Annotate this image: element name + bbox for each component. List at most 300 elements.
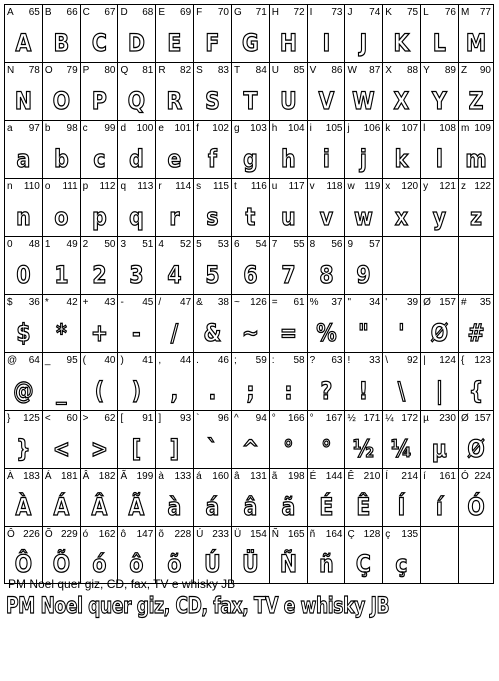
glyph-sample: Õ [52,550,70,578]
glyph-label [272,65,305,76]
glyph-sample: / [171,318,179,347]
glyph-label [158,355,191,366]
glyph-cell [307,352,345,410]
glyph-cell [344,178,382,236]
glyph-character: G [233,7,242,18]
glyph-character: M [460,7,470,18]
glyph-label [385,355,418,366]
glyph-label [310,355,343,366]
glyph-label [120,239,153,250]
glyph-label [347,123,380,134]
glyph-character: 4 [158,239,164,250]
glyph-character: Ø [423,297,431,308]
glyph-cell [80,410,118,468]
glyph-cell [307,526,345,584]
glyph-label [45,123,78,134]
glyph-label [347,239,380,250]
glyph-code: 49 [66,239,78,250]
glyph-code: 71 [255,7,267,18]
glyph-label [120,529,153,540]
glyph-cell [231,236,269,294]
glyph-sample: ó [92,550,107,578]
glyph-label [196,239,229,250]
glyph-label [310,529,343,540]
glyph-code: 63 [331,355,343,366]
glyph-label [7,413,40,424]
glyph-cell [193,410,231,468]
glyph-label [461,181,491,192]
glyph-cell [420,120,458,178]
glyph-sample: U [279,86,297,115]
glyph-character: ' [385,297,388,308]
glyph-code: 45 [142,297,154,308]
glyph-label [7,297,40,308]
glyph-code: 86 [331,65,343,76]
glyph-cell [193,120,231,178]
glyph-cell [4,4,42,62]
glyph-code: 90 [479,65,491,76]
glyph-cell [231,294,269,352]
glyph-code: 58 [293,355,305,366]
glyph-character: Â [82,471,90,482]
glyph-code: 135 [401,529,419,540]
glyph-sample: ¼ [391,434,413,463]
glyph-cell [80,178,118,236]
glyph-code: 224 [474,471,491,482]
glyph-sample: Í [397,492,406,521]
glyph-code: 53 [217,239,229,250]
glyph-code: 35 [479,297,491,308]
glyph-character: K [385,7,392,18]
glyph-code: 102 [212,123,229,134]
glyph-label [423,123,456,134]
glyph-sample: ( [94,376,104,405]
glyph-code: 113 [137,181,154,192]
glyph-code: 110 [23,181,40,192]
glyph-label [347,413,380,424]
glyph-code: 154 [250,529,267,540]
glyph-code: 95 [66,355,78,366]
glyph-sample: B [53,28,70,57]
glyph-sample: | [435,376,444,405]
glyph-character: Ç [347,529,355,540]
glyph-sample: > [90,434,108,463]
glyph-cell [420,62,458,120]
glyph-sample: ç [395,550,408,578]
glyph-sample: , [170,376,179,405]
glyph-label [7,123,40,134]
glyph-cell [42,62,80,120]
glyph-label [461,297,491,308]
glyph-cell [193,468,231,526]
glyph-cell [269,62,307,120]
glyph-code: 52 [180,239,192,250]
glyph-code: 93 [180,413,192,424]
glyph-code: 57 [369,239,381,250]
glyph-sample: l [436,144,444,173]
glyph-sample [461,257,490,292]
glyph-code: 118 [326,181,343,192]
glyph-character: ( [82,355,86,366]
glyph-cell [42,120,80,178]
sample-text-styled: PM Noel quer giz, CD, fax, TV e whisky JB [6,594,390,619]
glyph-label [234,471,267,482]
glyph-code: 108 [439,123,456,134]
glyph-cell [155,352,193,410]
glyph-character: Á [44,471,52,482]
glyph-code: 33 [369,355,381,366]
glyph-character: â [233,471,240,482]
glyph-sample: R [166,86,183,115]
glyph-code: 157 [474,413,491,424]
glyph-sample: j [360,144,368,173]
glyph-code: 66 [66,7,78,18]
glyph-code: 107 [401,123,419,134]
glyph-code: 79 [66,65,78,76]
glyph-cell [155,178,193,236]
glyph-character: À [7,471,14,482]
glyph-code: 164 [325,529,343,540]
glyph-label [196,123,229,134]
glyph-code: 165 [287,529,305,540]
glyph-code: 80 [104,65,116,76]
glyph-sample: h [280,144,296,173]
glyph-cell [117,178,155,236]
glyph-character: p [82,181,89,192]
glyph-label [120,7,153,18]
glyph-character: Ó [460,471,469,482]
glyph-code: 198 [287,471,305,482]
glyph-sample: \ [397,376,406,405]
glyph-cell [231,120,269,178]
glyph-label [83,529,116,540]
glyph-label [45,413,78,424]
glyph-cell [344,294,382,352]
glyph-character: m [460,123,470,134]
glyph-cell [458,468,494,526]
glyph-cell [382,294,420,352]
glyph-cell [458,62,494,120]
glyph-sample: I [322,28,330,57]
glyph-cell [420,410,458,468]
glyph-label [158,123,191,134]
glyph-code: 119 [364,181,381,192]
glyph-character: ^ [233,413,239,424]
glyph-cell [458,178,494,236]
glyph-cell [155,294,193,352]
glyph-cell [458,120,494,178]
glyph-sample: % [315,318,337,347]
glyph-cell [4,410,42,468]
glyph-code: 39 [406,297,419,308]
glyph-character: Y [423,65,430,76]
glyph-label [7,239,40,250]
glyph-label [45,239,78,250]
glyph-code: 162 [98,529,116,540]
glyph-label [83,65,116,76]
glyph-label [461,355,491,366]
glyph-label [310,239,343,250]
glyph-sample: M [465,28,487,57]
glyph-cell [4,294,42,352]
glyph-code: 133 [174,471,192,482]
glyph-label [120,413,153,424]
glyph-code: 111 [62,181,78,192]
glyph-character: J [347,7,353,18]
glyph-cell [344,468,382,526]
glyph-code: 62 [104,413,116,424]
glyph-label [120,181,153,192]
glyph-cell [269,294,307,352]
glyph-sample: e [167,144,182,173]
glyph-sample: ½ [353,434,375,463]
glyph-label [272,239,305,250]
glyph-code: 88 [406,65,419,76]
glyph-character: u [271,181,278,192]
glyph-character: / [158,297,162,308]
glyph-sample: # [467,318,485,347]
glyph-sample: 1 [54,260,69,289]
glyph-label [83,239,116,250]
glyph-code: 172 [401,413,419,424]
glyph-label [423,7,456,18]
glyph-cell [4,178,42,236]
glyph-cell [382,120,420,178]
glyph-code: 123 [474,355,491,366]
glyph-code: 126 [250,297,267,308]
glyph-sample [424,257,455,292]
glyph-character: = [271,297,278,308]
glyph-character: , [158,355,162,366]
glyph-cell [382,62,420,120]
glyph-cell [269,410,307,468]
glyph-label [7,471,40,482]
glyph-character: n [7,181,13,192]
glyph-code: 70 [217,7,229,18]
glyph-code: 55 [293,239,305,250]
glyph-code: 44 [180,355,192,366]
glyph-label [45,181,78,192]
glyph-code: 105 [325,123,343,134]
glyph-character: * [44,297,49,308]
glyph-code: 226 [23,529,40,540]
glyph-label [461,413,491,424]
glyph-sample: Ñ [279,550,297,578]
glyph-sample: É [319,492,334,521]
glyph-cell [382,410,420,468]
glyph-sample: 3 [129,260,144,289]
glyph-cell [117,526,155,584]
glyph-label [347,181,380,192]
glyph-label [461,7,491,18]
glyph-label [385,181,418,192]
glyph-cell [420,4,458,62]
character-map-grid [4,4,494,584]
glyph-character: 7 [271,239,278,250]
glyph-character: ; [233,355,237,366]
glyph-character: _ [44,355,51,366]
glyph-character: < [44,413,51,424]
glyph-sample: y [432,202,447,231]
glyph-character: k [385,123,391,134]
glyph-character: S [196,65,203,76]
glyph-sample: z [470,202,482,231]
glyph-sample: ) [132,376,142,405]
glyph-code: 166 [287,413,305,424]
glyph-character: 5 [196,239,202,250]
glyph-character: z [460,181,466,192]
glyph-label [45,65,78,76]
glyph-character: 9 [347,239,354,250]
glyph-cell [307,120,345,178]
glyph-label [272,7,305,18]
glyph-sample: k [394,144,409,173]
glyph-character: õ [158,529,164,540]
glyph-character: | [423,355,426,366]
glyph-sample: t [245,202,256,231]
glyph-label [196,529,229,540]
glyph-label [423,471,456,482]
glyph-code: 182 [98,471,116,482]
glyph-code: 120 [401,181,419,192]
glyph-label [196,413,229,424]
glyph-code: 89 [444,65,456,76]
glyph-cell [80,62,118,120]
glyph-label [347,297,380,308]
glyph-character: F [196,7,203,18]
glyph-character: Ø [460,413,469,424]
glyph-sample: Ã [129,492,145,521]
glyph-cell [42,178,80,236]
glyph-cell [42,352,80,410]
glyph-code: 122 [474,181,491,192]
glyph-cell [193,4,231,62]
glyph-label [385,7,418,18]
glyph-cell [458,526,494,584]
glyph-sample: ! [359,376,369,405]
glyph-sample: Ç [356,550,372,578]
glyph-code: 98 [66,123,78,134]
glyph-sample: x [395,202,409,231]
glyph-label [196,355,229,366]
glyph-label [45,297,78,308]
glyph-code: 229 [60,529,78,540]
glyph-cell [155,468,193,526]
glyph-character: t [233,181,237,192]
glyph-character: i [309,123,312,134]
glyph-sample: " [358,318,370,347]
glyph-sample: 0 [16,260,31,289]
glyph-sample: í [436,492,444,521]
glyph-cell [117,62,155,120]
glyph-cell [155,236,193,294]
glyph-code: 36 [28,297,40,308]
glyph-code: 117 [288,181,305,192]
grid-row [4,120,494,178]
glyph-character: D [120,7,128,18]
glyph-label [7,7,40,18]
glyph-character: @ [7,355,18,366]
glyph-label [310,7,343,18]
glyph-label [423,355,456,366]
glyph-label [272,181,305,192]
glyph-code: 56 [331,239,343,250]
glyph-sample: - [132,318,142,347]
glyph-code: 65 [28,7,40,18]
glyph-label [423,65,456,76]
glyph-cell [269,178,307,236]
glyph-cell [4,236,42,294]
glyph-sample: Ê [356,492,371,521]
glyph-cell [117,410,155,468]
glyph-label [310,65,343,76]
glyph-cell [344,4,382,62]
glyph-sample: g [243,144,258,173]
glyph-cell [420,526,458,584]
glyph-character: g [233,123,240,134]
glyph-code: 61 [293,297,305,308]
glyph-sample: 9 [356,260,371,289]
glyph-label [196,7,229,18]
glyph-label [83,7,116,18]
glyph-label [234,355,267,366]
glyph-sample: r [169,202,180,231]
glyph-character: w [347,181,355,192]
glyph-label [272,413,305,424]
glyph-character: L [423,7,429,18]
glyph-sample: ] [170,434,180,463]
glyph-label [158,239,191,250]
glyph-character: É [309,471,317,482]
glyph-code: 94 [255,413,267,424]
glyph-cell [344,352,382,410]
glyph-cell [155,526,193,584]
glyph-character: W [347,65,357,76]
glyph-sample: Ø [430,318,449,347]
glyph-character: . [196,355,199,366]
glyph-label [310,123,343,134]
glyph-cell [231,352,269,410]
glyph-cell [80,120,118,178]
glyph-cell [4,526,42,584]
glyph-code: 233 [212,529,229,540]
glyph-character: e [158,123,164,134]
glyph-code: 34 [369,297,381,308]
glyph-character: 1 [44,239,51,250]
glyph-sample: Ü [242,550,259,578]
glyph-character: T [233,65,241,76]
glyph-cell [80,526,118,584]
glyph-cell [117,236,155,294]
glyph-label [385,529,418,540]
glyph-cell [155,410,193,468]
glyph-label [272,123,305,134]
glyph-character: Í [385,471,389,482]
glyph-cell [231,62,269,120]
glyph-label [310,297,343,308]
glyph-cell [4,120,42,178]
glyph-sample [386,257,417,292]
glyph-label [83,413,116,424]
glyph-label [234,123,267,134]
glyph-character: 2 [82,239,89,250]
glyph-sample: : [284,376,293,405]
glyph-sample: J [360,28,368,57]
glyph-label [120,355,153,366]
glyph-sample: Z [468,86,484,115]
glyph-cell [42,526,80,584]
glyph-sample: 4 [167,260,182,289]
